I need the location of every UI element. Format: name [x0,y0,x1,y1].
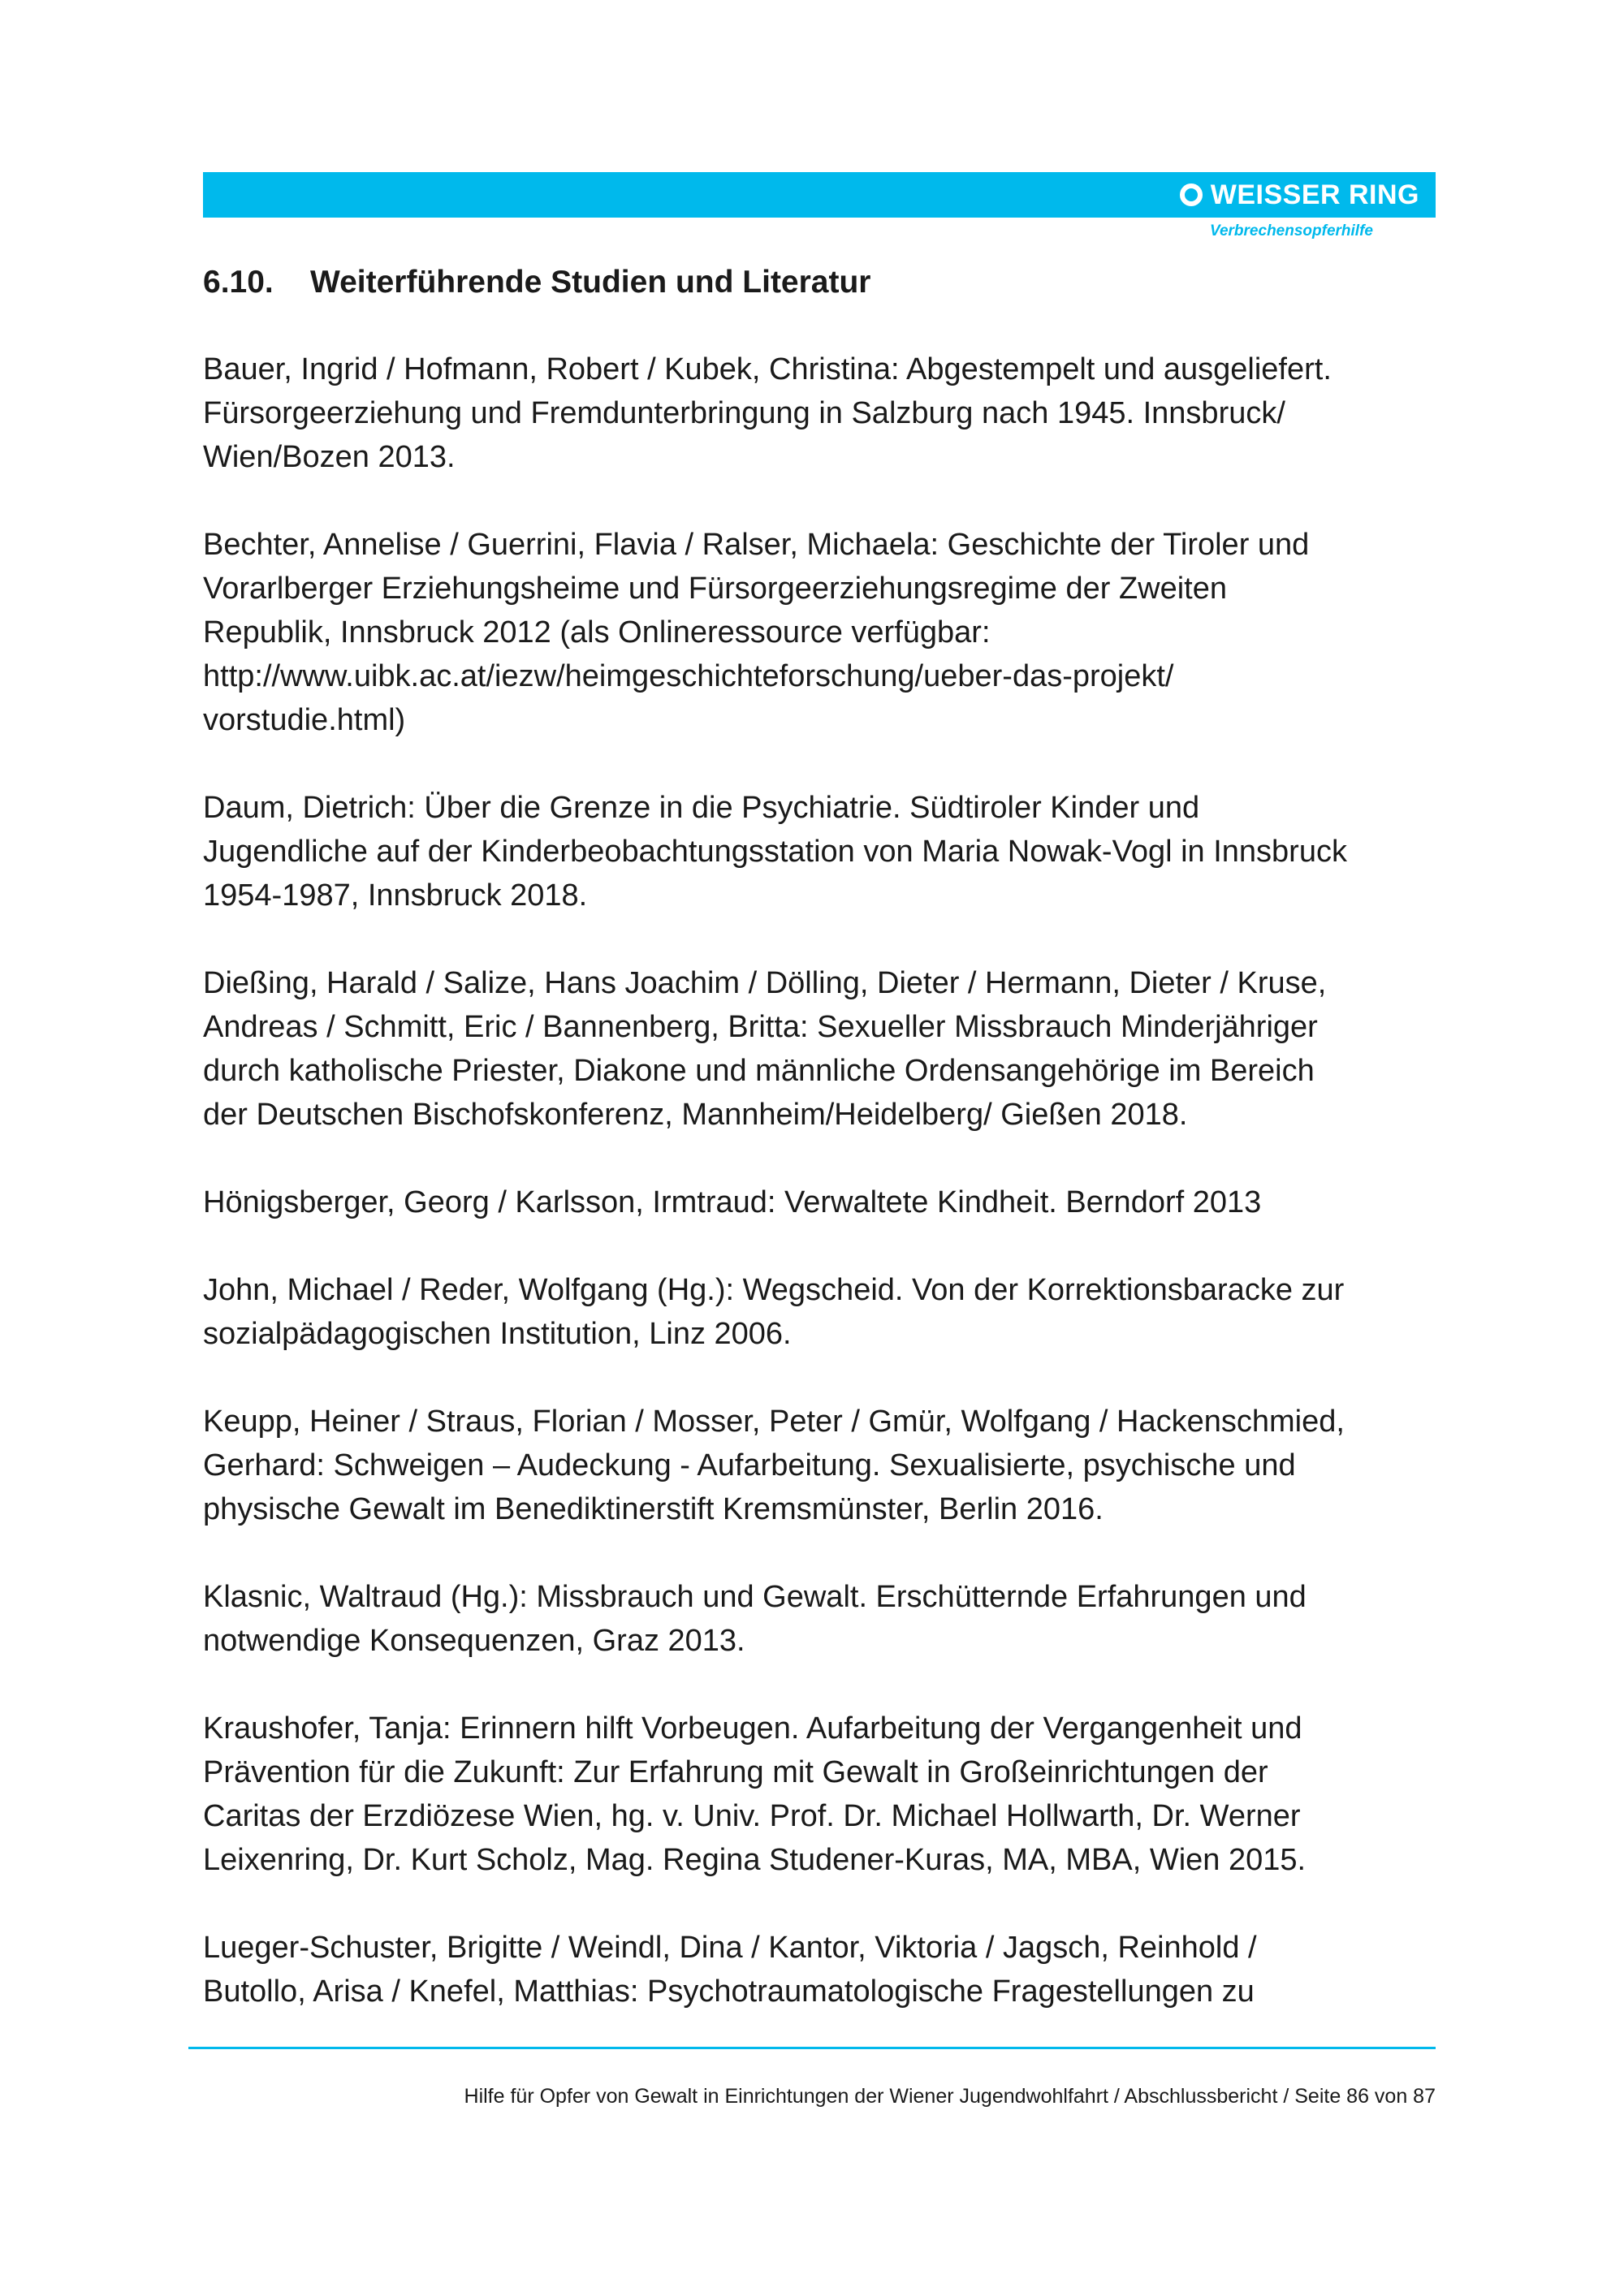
page-footer: Hilfe für Opfer von Gewalt in Einrichtungen der Wiener Jugendwohlfahrt / Abschlussbericht / Seite 86 von 87 [464,2085,1436,2108]
reference-line: Gerhard: Schweigen – Audeckung - Aufarbeitung. Sexualisierte, psychische und [203,1448,1296,1482]
reference-line: Fürsorgeerziehung und Fremdunterbringung in Salzburg nach 1945. Innsbruck/ [203,396,1285,430]
reference-entry [203,1268,1437,1356]
reference-line: physische Gewalt im Benediktinerstift Kremsmünster, Berlin 2016. [203,1492,1104,1526]
reference-line: Hönigsberger, Georg / Karlsson, Irmtraud: Verwaltete Kindheit. Berndorf 2013 [203,1185,1262,1219]
reference-entry [203,1575,1437,1663]
reference-line: sozialpädagogischen Institution, Linz 2006. [203,1317,792,1351]
reference-entry [203,1180,1437,1224]
reference-line: Butollo, Arisa / Knefel, Matthias: Psychotraumatologische Fragestellungen zu [203,1974,1255,2009]
reference-entry [203,1926,1437,2013]
reference-line: der Deutschen Bischofskonferenz, Mannheim/Heidelberg/ Gießen 2018. [203,1098,1188,1132]
reference-line: durch katholische Priester, Diakone und männliche Ordensangehörige im Bereich [203,1054,1315,1088]
brand-name: WEISSER RING [1210,179,1419,210]
reference-list [203,347,1437,2057]
reference-line: Prävention für die Zukunft: Zur Erfahrung mit Gewalt in Großeinrichtungen der [203,1755,1268,1789]
reference-line: Leixenring, Dr. Kurt Scholz, Mag. Regina Studener-Kuras, MA, MBA, Wien 2015. [203,1843,1307,1877]
brand-tagline: Verbrechensopferhilfe [1210,222,1373,240]
section-title: Weiterführende Studien und Literatur [310,265,871,300]
reference-line: Vorarlberger Erziehungsheime und Fürsorgeerziehungsregime der Zweiten [203,572,1227,606]
brand-logo [1180,179,1419,211]
reference-line: Republik, Innsbruck 2012 (als Onlineressource verfügbar: [203,615,991,650]
reference-line: Jugendliche auf der Kinderbeobachtungsstation von Maria Nowak-Vogl in Innsbruck [203,835,1347,869]
reference-line: Bechter, Annelise / Guerrini, Flavia / Ralser, Michaela: Geschichte der Tiroler und [203,528,1310,562]
reference-entry [203,1707,1437,1882]
ring-icon [1180,183,1203,206]
reference-line: Daum, Dietrich: Über die Grenze in die Psychiatrie. Südtiroler Kinder und [203,791,1200,825]
reference-line: Caritas der Erzdiözese Wien, hg. v. Univ. Prof. Dr. Michael Hollwarth, Dr. Werner [203,1799,1301,1833]
reference-line: Lueger-Schuster, Brigitte / Weindl, Dina / Kantor, Viktoria / Jagsch, Reinhold / [203,1931,1257,1965]
reference-line: Klasnic, Waltraud (Hg.): Missbrauch und Gewalt. Erschütternde Erfahrungen und [203,1580,1307,1614]
reference-line: John, Michael / Reder, Wolfgang (Hg.): Wegscheid. Von der Korrektionsbaracke zur [203,1273,1345,1307]
header-band [203,172,1436,218]
reference-line: Bauer, Ingrid / Hofmann, Robert / Kubek, Christina: Abgestempelt und ausgeliefert. [203,352,1332,386]
reference-line: 1954-1987, Innsbruck 2018. [203,878,588,913]
reference-line: Wien/Bozen 2013. [203,440,456,474]
reference-line: Dießing, Harald / Salize, Hans Joachim / Dölling, Dieter / Hermann, Dieter / Kruse, [203,966,1327,1000]
reference-line: Keupp, Heiner / Straus, Florian / Mosser, Peter / Gmür, Wolfgang / Hackenschmied, [203,1405,1345,1439]
reference-entry [203,786,1437,917]
footer-divider [188,2047,1436,2049]
reference-entry [203,347,1437,479]
section-heading [203,265,870,300]
reference-line: notwendige Konsequenzen, Graz 2013. [203,1624,745,1658]
reference-line: http://www.uibk.ac.at/iezw/heimgeschichteforschung/ueber-das-projekt/ [203,659,1174,693]
reference-line: Kraushofer, Tanja: Erinnern hilft Vorbeugen. Aufarbeitung der Vergangenheit und [203,1711,1302,1746]
reference-entry [203,523,1437,742]
reference-entry [203,1400,1437,1531]
reference-line: Andreas / Schmitt, Eric / Bannenberg, Britta: Sexueller Missbrauch Minderjähriger [203,1010,1318,1044]
reference-line: vorstudie.html) [203,703,406,737]
section-number: 6.10. [203,265,274,300]
reference-entry [203,961,1437,1137]
